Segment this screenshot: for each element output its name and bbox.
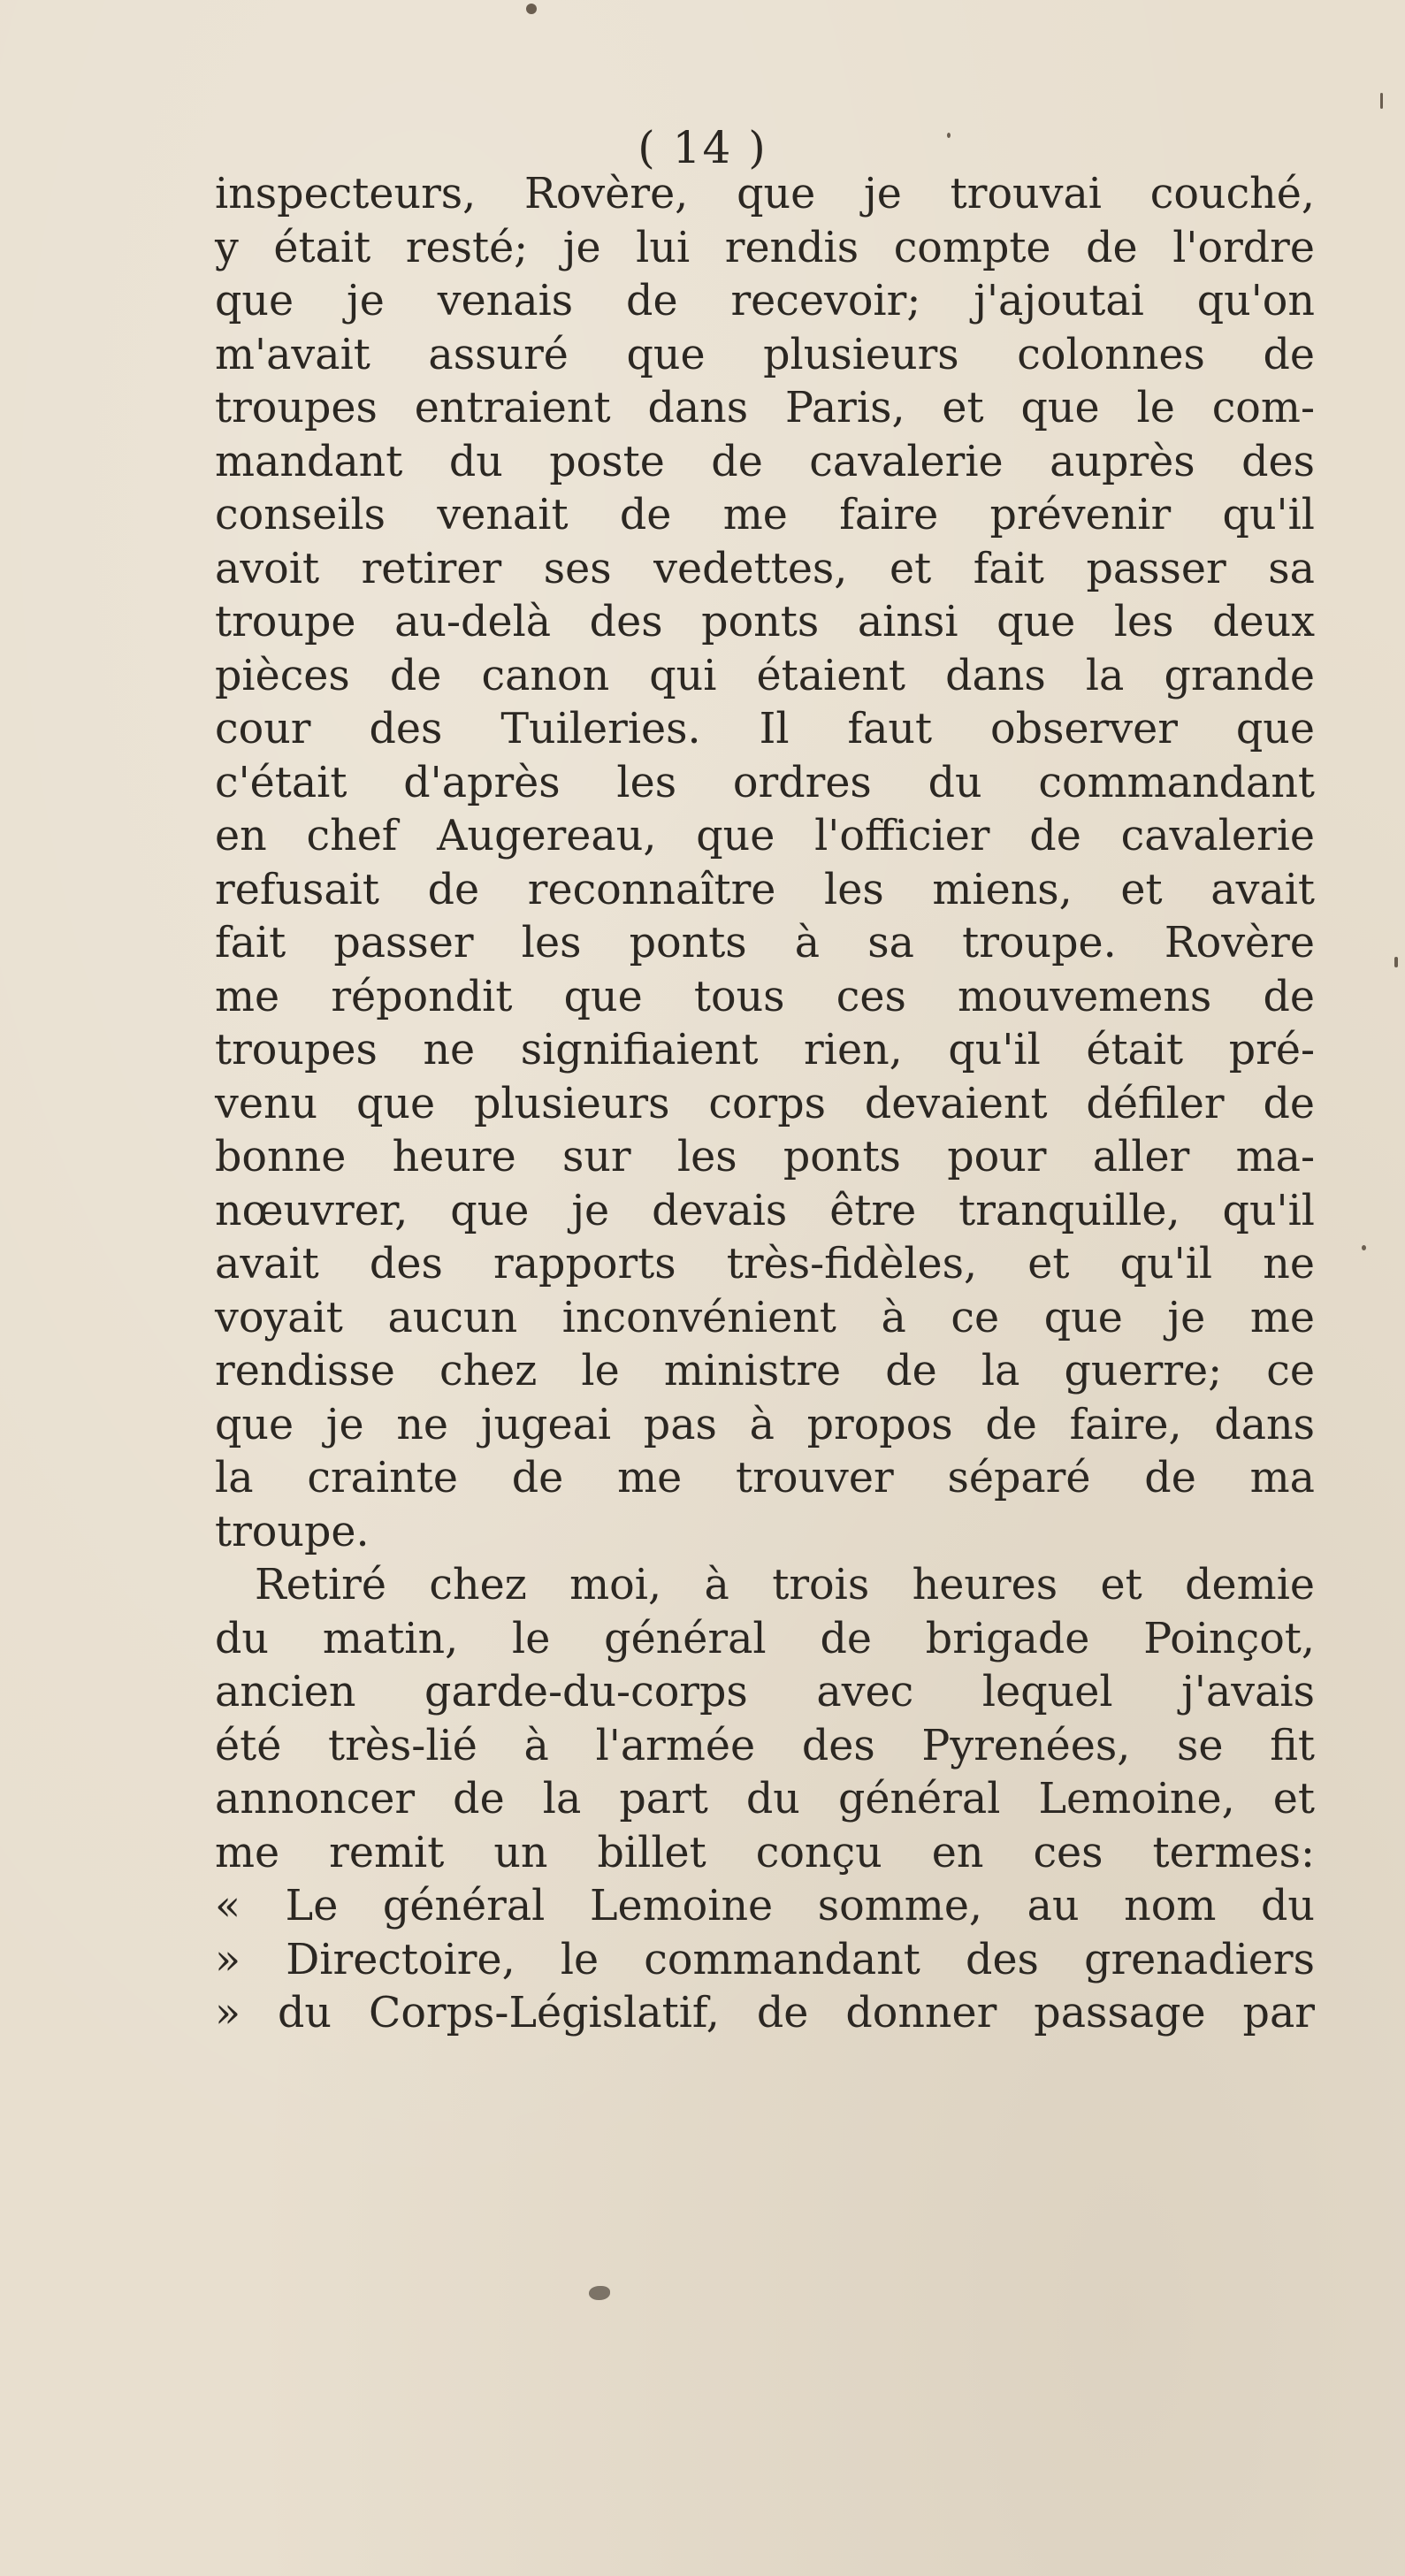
text-line: me répondit que tous ces mouvemens de <box>215 972 1315 1021</box>
text-line: la crainte de me trouver séparé de ma <box>215 1454 1315 1502</box>
text-line: troupe au-delà des ponts ainsi que les deux <box>215 598 1315 646</box>
text-line: fait passer les ponts à sa troupe. Rovère <box>215 919 1315 967</box>
text-line: » Directoire, le commandant des grenadiers <box>215 1935 1315 1984</box>
text-line: m'avait assuré que plusieurs colonnes de <box>215 330 1315 379</box>
page-number: ( 14 ) <box>638 122 767 173</box>
text-line: avoit retirer ses vedettes, et fait passer sa <box>215 544 1315 593</box>
text-line: voyait aucun inconvénient à ce que je me <box>215 1293 1315 1342</box>
ink-blot <box>589 2286 610 2300</box>
text-line: avait des rapports très-fidèles, et qu'il ne <box>215 1240 1315 1288</box>
body-text <box>215 168 1315 2041</box>
text-line: « Le général Lemoine somme, au nom du <box>215 1882 1315 1930</box>
paragraph-end-line: troupe. <box>215 1507 370 1556</box>
ink-speck <box>1380 93 1383 109</box>
text-line: me remit un billet conçu en ces termes: <box>215 1828 1315 1877</box>
text-line: pièces de canon qui étaient dans la grande <box>215 651 1315 700</box>
text-line: conseils venait de me faire prévenir qu'il <box>215 491 1315 539</box>
text-line: bonne heure sur les ponts pour aller ma- <box>215 1133 1315 1181</box>
text-line: inspecteurs, Rovère, que je trouvai couché, <box>215 170 1315 218</box>
text-line: rendisse chez le ministre de la guerre; ce <box>215 1347 1315 1395</box>
ink-speck <box>947 133 951 138</box>
text-line: nœuvrer, que je devais être tranquille, qu'il <box>215 1186 1315 1235</box>
paragraph-start-line: Retiré chez moi, à trois heures et demie <box>255 1561 1315 1609</box>
text-line: mandant du poste de cavalerie auprès des <box>215 437 1315 486</box>
text-line: y était resté; je lui rendis compte de l'ordre <box>215 223 1315 272</box>
ink-speck <box>526 4 537 14</box>
text-line: en chef Augereau, que l'officier de cavalerie <box>215 812 1315 860</box>
text-line: ancien garde-du-corps avec lequel j'avais <box>215 1668 1315 1716</box>
text-line: venu que plusieurs corps devaient défiler de <box>215 1079 1315 1128</box>
ink-speck <box>1394 957 1398 967</box>
text-line: » du Corps-Législatif, de donner passage par <box>215 1989 1315 2037</box>
text-line: troupes entraient dans Paris, et que le com- <box>215 384 1315 432</box>
text-line: cour des Tuileries. Il faut observer que <box>215 705 1315 753</box>
text-line: refusait de reconnaître les miens, et avait <box>215 865 1315 914</box>
ink-speck <box>1362 1245 1366 1250</box>
text-line: du matin, le général de brigade Poinçot, <box>215 1614 1315 1663</box>
text-line: été très-lié à l'armée des Pyrenées, se fit <box>215 1721 1315 1770</box>
text-line: que je venais de recevoir; j'ajoutai qu'on <box>215 277 1315 325</box>
text-line: troupes ne signifiaient rien, qu'il était pré- <box>215 1026 1315 1074</box>
text-line: que je ne jugeai pas à propos de faire, dans <box>215 1400 1315 1449</box>
text-line: annoncer de la part du général Lemoine, et <box>215 1775 1315 1823</box>
text-line: c'était d'après les ordres du commandant <box>215 758 1315 807</box>
